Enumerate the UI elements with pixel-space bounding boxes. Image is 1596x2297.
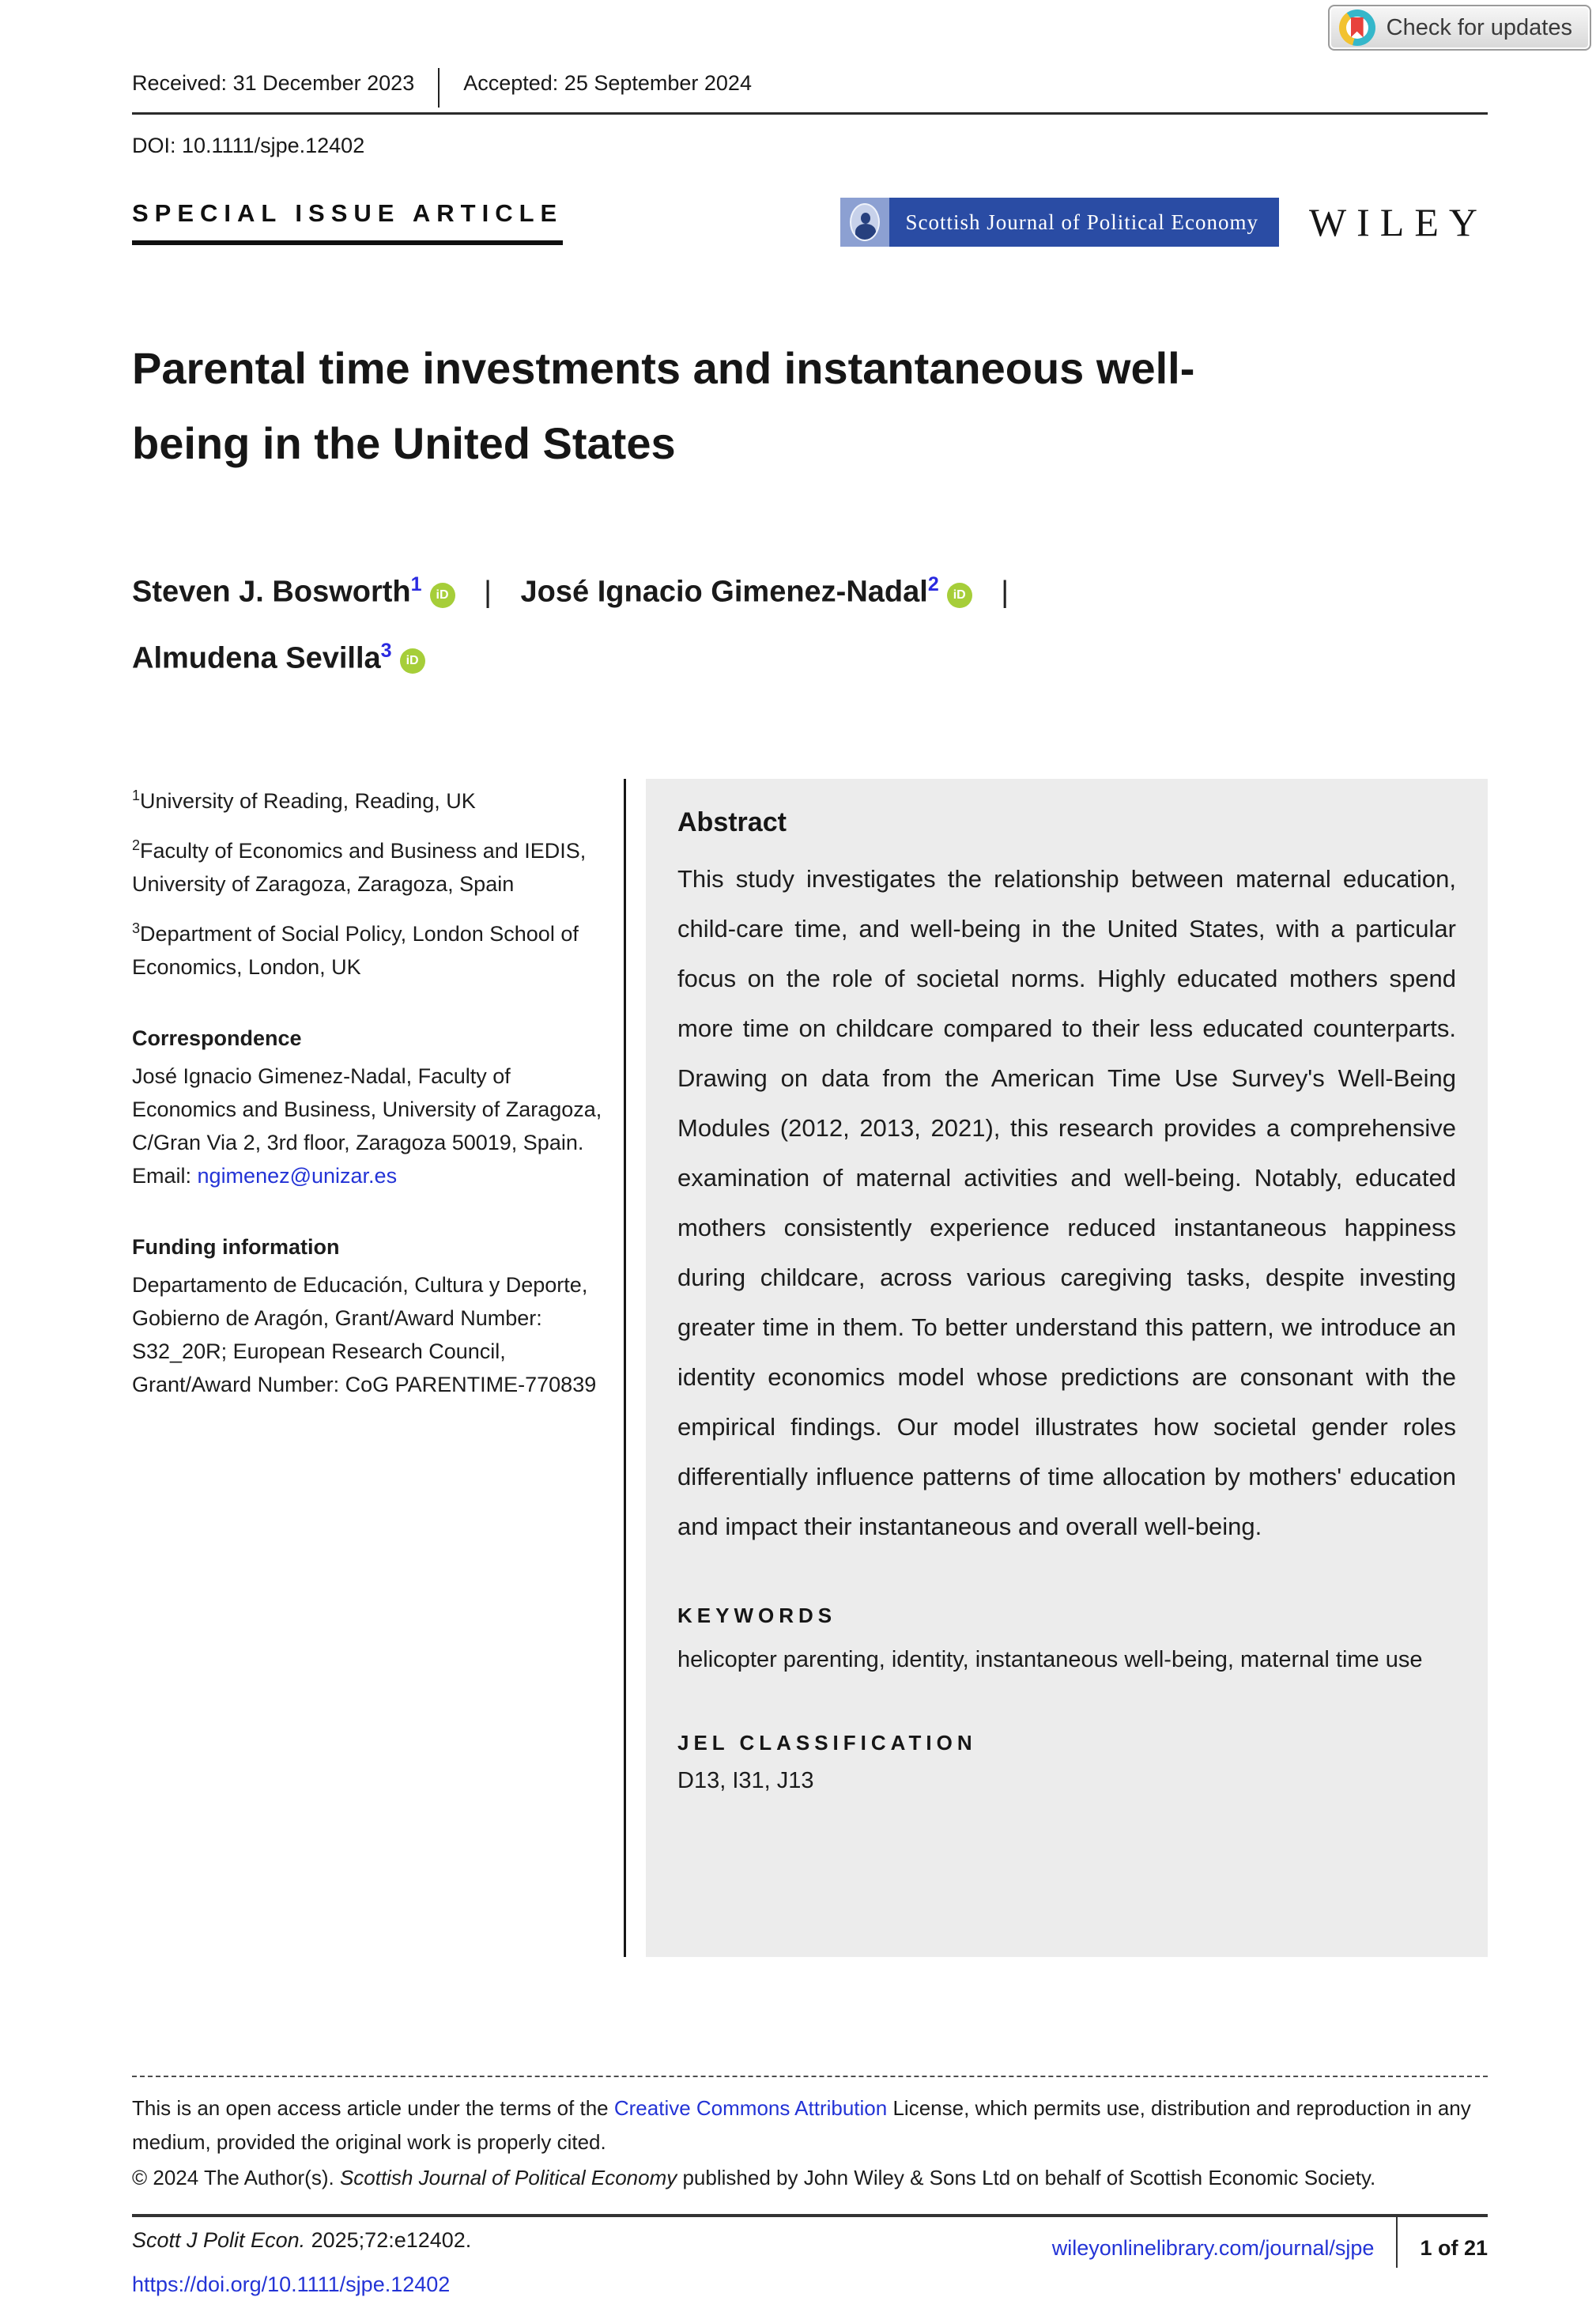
affiliation-item: $^1$University of Reading, Reading, UK — [132, 788, 476, 814]
affiliation-item: $^3$Department of Social Policy, London School of Economics, London, UK — [132, 920, 579, 980]
check-for-updates-button[interactable] — [1328, 5, 1591, 51]
article-type-label: SPECIAL ISSUE ARTICLE — [132, 199, 563, 245]
crossmark-bookmark-icon — [1351, 17, 1364, 38]
author-affiliation-ref: 2 — [927, 573, 939, 595]
author-separator: | — [484, 575, 492, 609]
two-column-area — [132, 779, 1488, 1957]
accepted-date: Accepted: 25 September 2024 — [463, 71, 752, 95]
copyright-statement: © 2024 The Author(s). Scottish Journal of Political Economy published by John Wiley & Sons Ltd on behalf of Scottish Economic Society. — [132, 2166, 1376, 2190]
doi-link[interactable]: https://doi.org/10.1111/sjpe.12402 — [132, 2272, 451, 2297]
correspondence-heading: Correspondence — [132, 1026, 302, 1051]
journal-name: Scottish Journal of Political Economy — [905, 210, 1258, 234]
received-date: Received: 31 December 2023 — [132, 71, 415, 95]
footer-row — [132, 2217, 1488, 2268]
jel-text: D13, I31, J13 — [677, 1768, 814, 1794]
journal-emblem-icon — [840, 198, 889, 247]
column-divider — [624, 779, 626, 1957]
journal-portrait-icon — [850, 203, 880, 241]
wiley-logo: WILEY — [1308, 200, 1488, 244]
abstract-text: This study investigates the relationship between maternal education, child-care time, and well-being in the United States, with a particular focus on the role of societal norms. Highly educated mothers spend more time on childcare compared to their less educated counterparts. Drawing on data from the American Time Use Survey's Well-Being Modules (2012, 2013, 2021), this research provides a comprehensive examination of maternal activities and well-being. Notably, educated mothers consistently experience reduced instantaneous happiness during childcare, across various caregiving tasks, despite investing greater time in them. To better understand this pattern, we introduce an identity economics model whose predictions are consonant with the empirical findings. Our model illustrates how societal gender roles differentially influence patterns of time allocation by mothers' education and impact their instantaneous and overall well-being. — [677, 865, 1456, 1541]
doi-line: DOI: 10.1111/sjpe.12402 — [132, 134, 365, 157]
citation: Scott J Polit Econ. 2025;72:e12402. — [132, 2228, 472, 2253]
article-type-row — [132, 198, 1488, 247]
orcid-icon[interactable]: iD — [947, 583, 972, 608]
dashed-rule — [132, 2076, 1488, 2077]
funding-heading: Funding information — [132, 1235, 340, 1260]
received-accepted-row — [132, 0, 1488, 112]
journal-logo — [840, 198, 1278, 247]
email-link[interactable]: ngimenez@unizar.es — [197, 1164, 398, 1188]
correspondence-body: José Ignacio Gimenez-Nadal, Faculty of Economics and Business, University of Zaragoza, C/Gran Via 2, 3rd floor, Zaragoza 50019, Spain. — [132, 1064, 602, 1155]
affiliation-item: $^2$Faculty of Economics and Business and IEDIS, University of Zaragoza, Zaragoza, Spain — [132, 837, 587, 897]
header-rule — [132, 112, 1488, 115]
crossmark-icon — [1339, 9, 1375, 46]
keywords-text: helicopter parenting, identity, instantaneous well-being, maternal time use — [677, 1647, 1423, 1673]
author-list — [132, 555, 1488, 687]
jel-heading: JEL CLASSIFICATION — [677, 1731, 977, 1755]
author-name: Steven J. Bosworth — [132, 575, 411, 609]
abstract-panel — [646, 779, 1488, 1957]
page-title: Parental time investments and instantaneous well-being in the United States — [132, 343, 1195, 468]
sidebar-metadata-column — [132, 779, 606, 1957]
brand-area — [840, 198, 1488, 247]
creative-commons-link[interactable]: Creative Commons Attribution — [613, 2096, 888, 2121]
footer-divider — [1396, 2217, 1398, 2268]
author-affiliation-ref: 1 — [410, 573, 422, 595]
orcid-icon[interactable]: iD — [400, 648, 425, 674]
page-number: 1 of 21 — [1420, 2235, 1488, 2260]
orcid-icon[interactable]: iD — [430, 583, 455, 608]
check-for-updates-label: Check for updates — [1386, 14, 1572, 40]
abstract-heading: Abstract — [677, 807, 787, 838]
footer-right — [1052, 2228, 1488, 2268]
license-footer — [132, 2076, 1488, 2297]
open-access-statement: This is an open access article under the terms of the Creative Commons Attribution License, which permits use, distribution and reproduction in any medium, provided the original work is properly cited. — [132, 2096, 1471, 2155]
author-name: Almudena Sevilla — [132, 641, 381, 675]
funding-body: Departamento de Educación, Cultura y Deporte, Gobierno de Aragón, Grant/Award Number: S32_20R; European Research Council, Grant/Award Number: CoG PARENTIME-770839 — [132, 1273, 597, 1397]
author-affiliation-ref: 3 — [380, 639, 392, 662]
author-name: José Ignacio Gimenez-Nadal — [520, 575, 928, 609]
keywords-heading: KEYWORDS — [677, 1604, 837, 1628]
correspondence-email-line: Email: ngimenez@unizar.es — [132, 1164, 398, 1188]
journal-site-link[interactable]: wileyonlinelibrary.com/journal/sjpe — [1051, 2235, 1375, 2260]
dates-divider — [438, 68, 440, 108]
author-separator: | — [1001, 575, 1009, 609]
